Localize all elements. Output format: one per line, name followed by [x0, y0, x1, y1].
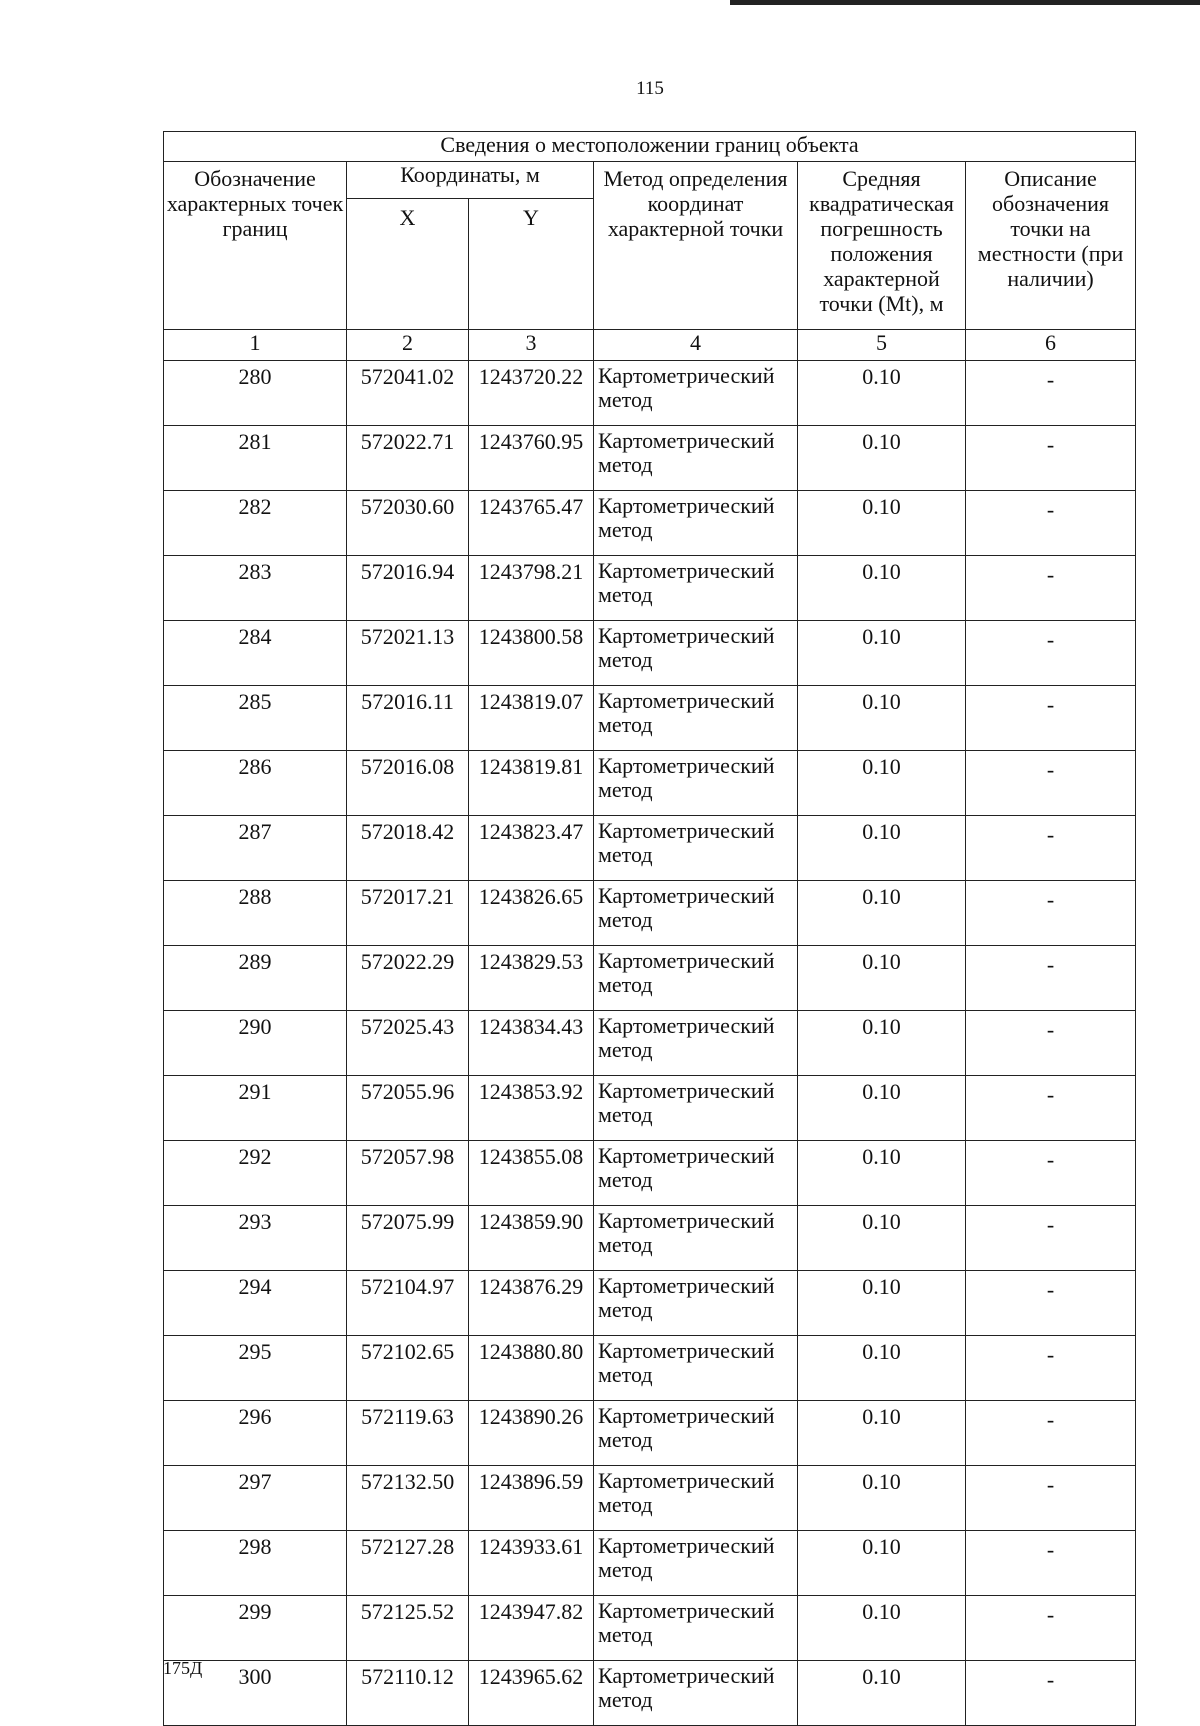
point-cell: 294 [164, 1271, 347, 1336]
table-row [164, 1401, 1136, 1466]
point-cell: 300 [164, 1661, 347, 1726]
x-coordinate-cell: 572132.50 [347, 1466, 469, 1531]
description-cell: - [966, 1206, 1136, 1271]
mt-error-cell: 0.10 [798, 816, 966, 881]
description-cell: - [966, 556, 1136, 621]
x-coordinate-cell: 572125.52 [347, 1596, 469, 1661]
description-cell: - [966, 1336, 1136, 1401]
column-number: 1 [164, 330, 347, 361]
mt-error-cell: 0.10 [798, 426, 966, 491]
point-cell: 289 [164, 946, 347, 1011]
x-coordinate-cell: 572025.43 [347, 1011, 469, 1076]
table-row [164, 816, 1136, 881]
y-coordinate-cell: 1243933.61 [469, 1531, 594, 1596]
point-cell: 283 [164, 556, 347, 621]
y-coordinate-cell: 1243760.95 [469, 426, 594, 491]
column-number: 4 [594, 330, 798, 361]
mt-error-cell: 0.10 [798, 1206, 966, 1271]
method-cell: Картометрический метод [594, 1206, 798, 1271]
table-row [164, 686, 1136, 751]
description-cell: - [966, 1466, 1136, 1531]
description-cell: - [966, 751, 1136, 816]
table-row [164, 1141, 1136, 1206]
method-cell: Картометрический метод [594, 1401, 798, 1466]
table-row [164, 1596, 1136, 1661]
method-cell: Картометрический метод [594, 1076, 798, 1141]
description-cell: - [966, 1596, 1136, 1661]
x-coordinate-cell: 572110.12 [347, 1661, 469, 1726]
table-row [164, 881, 1136, 946]
mt-error-cell: 0.10 [798, 1011, 966, 1076]
x-coordinate-cell: 572018.42 [347, 816, 469, 881]
header-coordinates: Координаты, м [347, 162, 594, 199]
table-row [164, 1661, 1136, 1726]
y-coordinate-cell: 1243896.59 [469, 1466, 594, 1531]
method-cell: Картометрический метод [594, 556, 798, 621]
x-coordinate-cell: 572016.94 [347, 556, 469, 621]
column-number: 2 [347, 330, 469, 361]
description-cell: - [966, 881, 1136, 946]
x-coordinate-cell: 572022.71 [347, 426, 469, 491]
mt-error-cell: 0.10 [798, 491, 966, 556]
point-cell: 290 [164, 1011, 347, 1076]
point-cell: 299 [164, 1596, 347, 1661]
point-cell: 286 [164, 751, 347, 816]
mt-error-cell: 0.10 [798, 751, 966, 816]
y-coordinate-cell: 1243947.82 [469, 1596, 594, 1661]
mt-error-cell: 0.10 [798, 946, 966, 1011]
x-coordinate-cell: 572102.65 [347, 1336, 469, 1401]
description-cell: - [966, 1271, 1136, 1336]
description-cell: - [966, 686, 1136, 751]
x-coordinate-cell: 572016.11 [347, 686, 469, 751]
y-coordinate-cell: 1243819.07 [469, 686, 594, 751]
header-point: Обозначение характерных точек границ [164, 162, 347, 330]
x-coordinate-cell: 572055.96 [347, 1076, 469, 1141]
page-number: 115 [636, 78, 664, 99]
table-body [164, 361, 1136, 1726]
description-cell: - [966, 816, 1136, 881]
method-cell: Картометрический метод [594, 1596, 798, 1661]
boundary-coordinates-table [163, 131, 1136, 1726]
y-coordinate-cell: 1243876.29 [469, 1271, 594, 1336]
header-description: Описание обозначения точки на местности (при наличии) [966, 162, 1136, 330]
description-cell: - [966, 361, 1136, 426]
method-cell: Картометрический метод [594, 686, 798, 751]
y-coordinate-cell: 1243853.92 [469, 1076, 594, 1141]
point-cell: 281 [164, 426, 347, 491]
footer-code: 175Д [163, 1658, 203, 1678]
table-row [164, 361, 1136, 426]
y-coordinate-cell: 1243834.43 [469, 1011, 594, 1076]
column-number-row [164, 330, 1136, 361]
description-cell: - [966, 491, 1136, 556]
mt-error-cell: 0.10 [798, 686, 966, 751]
point-cell: 295 [164, 1336, 347, 1401]
y-coordinate-cell: 1243965.62 [469, 1661, 594, 1726]
mt-error-cell: 0.10 [798, 1531, 966, 1596]
method-cell: Картометрический метод [594, 1531, 798, 1596]
point-cell: 293 [164, 1206, 347, 1271]
table-row [164, 1271, 1136, 1336]
table-title: Сведения о местоположении границ объекта [164, 132, 1136, 162]
point-cell: 285 [164, 686, 347, 751]
method-cell: Картометрический метод [594, 1271, 798, 1336]
point-cell: 280 [164, 361, 347, 426]
mt-error-cell: 0.10 [798, 621, 966, 686]
mt-error-cell: 0.10 [798, 1401, 966, 1466]
header-mt: Средняя квадратическая погрешность положения характерной точки (Mt), м [798, 162, 966, 330]
x-coordinate-cell: 572119.63 [347, 1401, 469, 1466]
x-coordinate-cell: 572017.21 [347, 881, 469, 946]
point-cell: 284 [164, 621, 347, 686]
y-coordinate-cell: 1243765.47 [469, 491, 594, 556]
point-cell: 291 [164, 1076, 347, 1141]
description-cell: - [966, 1531, 1136, 1596]
column-number: 3 [469, 330, 594, 361]
mt-error-cell: 0.10 [798, 1596, 966, 1661]
method-cell: Картометрический метод [594, 751, 798, 816]
x-coordinate-cell: 572022.29 [347, 946, 469, 1011]
method-cell: Картометрический метод [594, 491, 798, 556]
table-row [164, 1206, 1136, 1271]
description-cell: - [966, 946, 1136, 1011]
column-number: 6 [966, 330, 1136, 361]
header-x: X [347, 199, 469, 330]
y-coordinate-cell: 1243823.47 [469, 816, 594, 881]
method-cell: Картометрический метод [594, 881, 798, 946]
x-coordinate-cell: 572030.60 [347, 491, 469, 556]
y-coordinate-cell: 1243800.58 [469, 621, 594, 686]
description-cell: - [966, 1076, 1136, 1141]
method-cell: Картометрический метод [594, 361, 798, 426]
top-edge-rule [730, 0, 1200, 5]
method-cell: Картометрический метод [594, 1141, 798, 1206]
mt-error-cell: 0.10 [798, 881, 966, 946]
y-coordinate-cell: 1243880.80 [469, 1336, 594, 1401]
point-cell: 296 [164, 1401, 347, 1466]
x-coordinate-cell: 572016.08 [347, 751, 469, 816]
description-cell: - [966, 1011, 1136, 1076]
table-row [164, 1336, 1136, 1401]
point-cell: 287 [164, 816, 347, 881]
table-row [164, 491, 1136, 556]
mt-error-cell: 0.10 [798, 1141, 966, 1206]
method-cell: Картометрический метод [594, 1661, 798, 1726]
x-coordinate-cell: 572104.97 [347, 1271, 469, 1336]
x-coordinate-cell: 572057.98 [347, 1141, 469, 1206]
table-row [164, 556, 1136, 621]
column-number: 5 [798, 330, 966, 361]
y-coordinate-cell: 1243855.08 [469, 1141, 594, 1206]
description-cell: - [966, 426, 1136, 491]
point-cell: 297 [164, 1466, 347, 1531]
header-method: Метод определения координат характерной точки [594, 162, 798, 330]
table-row [164, 621, 1136, 686]
point-cell: 282 [164, 491, 347, 556]
x-coordinate-cell: 572041.02 [347, 361, 469, 426]
table-row [164, 751, 1136, 816]
mt-error-cell: 0.10 [798, 1336, 966, 1401]
y-coordinate-cell: 1243890.26 [469, 1401, 594, 1466]
description-cell: - [966, 1141, 1136, 1206]
point-cell: 298 [164, 1531, 347, 1596]
description-cell: - [966, 1661, 1136, 1726]
method-cell: Картометрический метод [594, 1336, 798, 1401]
y-coordinate-cell: 1243798.21 [469, 556, 594, 621]
y-coordinate-cell: 1243859.90 [469, 1206, 594, 1271]
x-coordinate-cell: 572075.99 [347, 1206, 469, 1271]
point-cell: 288 [164, 881, 347, 946]
mt-error-cell: 0.10 [798, 1661, 966, 1726]
x-coordinate-cell: 572127.28 [347, 1531, 469, 1596]
x-coordinate-cell: 572021.13 [347, 621, 469, 686]
description-cell: - [966, 1401, 1136, 1466]
table-row [164, 946, 1136, 1011]
mt-error-cell: 0.10 [798, 1466, 966, 1531]
header-y: Y [469, 199, 594, 330]
method-cell: Картометрический метод [594, 1466, 798, 1531]
method-cell: Картометрический метод [594, 1011, 798, 1076]
method-cell: Картометрический метод [594, 426, 798, 491]
y-coordinate-cell: 1243819.81 [469, 751, 594, 816]
description-cell: - [966, 621, 1136, 686]
table-row [164, 1011, 1136, 1076]
table-row [164, 426, 1136, 491]
y-coordinate-cell: 1243826.65 [469, 881, 594, 946]
y-coordinate-cell: 1243829.53 [469, 946, 594, 1011]
method-cell: Картометрический метод [594, 621, 798, 686]
table-row [164, 1076, 1136, 1141]
point-cell: 292 [164, 1141, 347, 1206]
mt-error-cell: 0.10 [798, 556, 966, 621]
table-row [164, 1466, 1136, 1531]
mt-error-cell: 0.10 [798, 361, 966, 426]
method-cell: Картометрический метод [594, 946, 798, 1011]
mt-error-cell: 0.10 [798, 1271, 966, 1336]
mt-error-cell: 0.10 [798, 1076, 966, 1141]
table-row [164, 1531, 1136, 1596]
method-cell: Картометрический метод [594, 816, 798, 881]
y-coordinate-cell: 1243720.22 [469, 361, 594, 426]
